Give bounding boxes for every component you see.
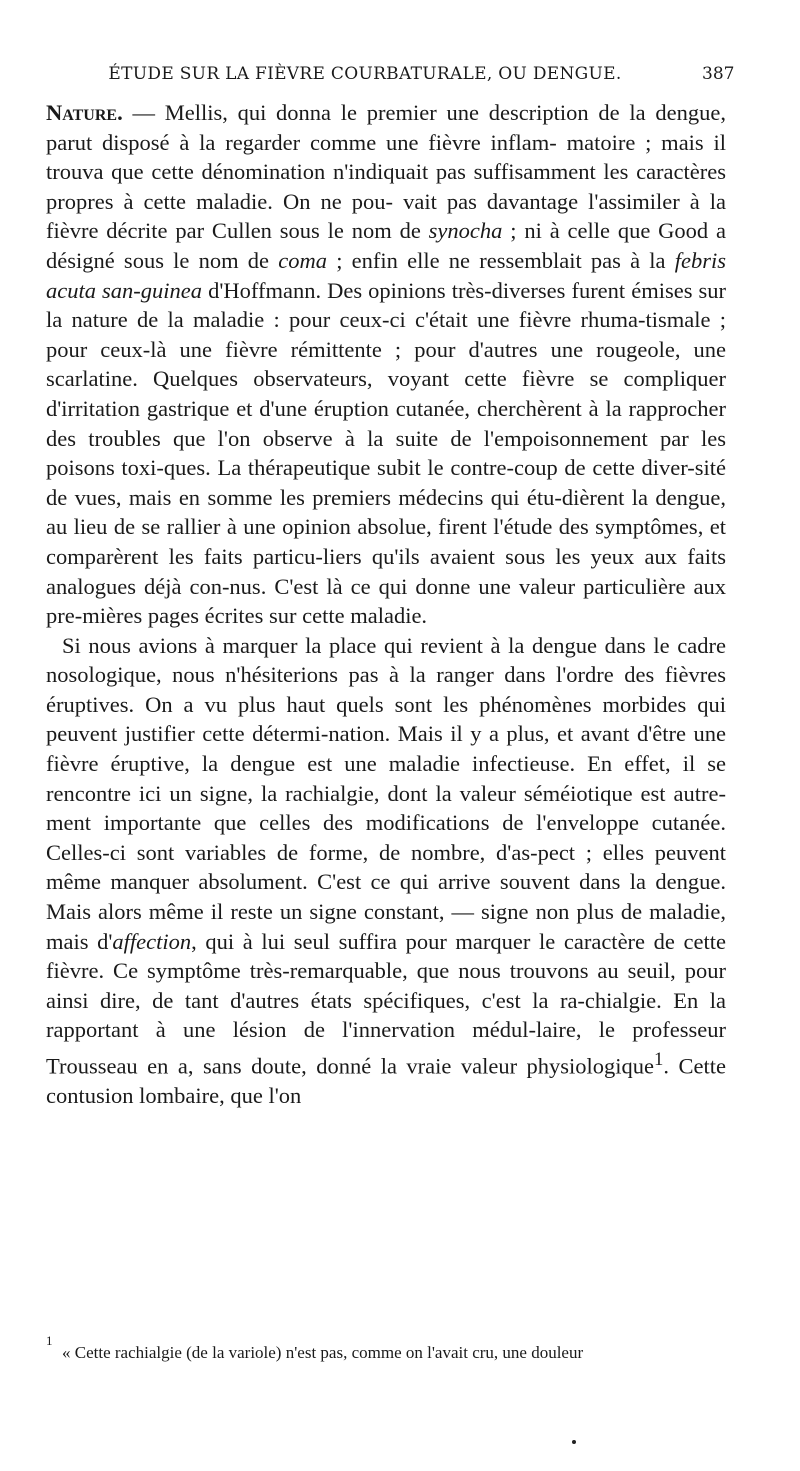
running-header [0, 64, 800, 88]
speck [572, 1440, 576, 1444]
italic-term: coma [278, 247, 327, 273]
page-number: 387 [702, 64, 735, 84]
text-run: vait pas davantage l'assimiler à la fièvre décrite par Cullen sous [46, 188, 726, 244]
italic-term: affection [112, 928, 192, 954]
running-title: ÉTUDE SUR LA FIÈVRE COURBATURALE, OU DENGUE. [108, 64, 622, 84]
footnote-marker: 1 [46, 1333, 53, 1348]
text-run: le nom de [327, 218, 429, 244]
text-run: Si nous avions à marquer la place qui revient à la dengue dans le cadre nosologique, nous n'hésiterions pas à la ranger dans l'ordre des fièvres éruptives. On a vu plus haut quels sont les phénomènes morbides qui peuvent justifier cette détermi-nation. Mais il y a plus, et avant d'être une fièvre éruptive, la dengue est une maladie infectieuse. En effet, il se rencontre ici un signe, la rachialgie, dont la valeur séméiotique est autre-ment importante que celles des modifications de l'enveloppe cutanée. Celles-ci sont variables de forme, de nombre, d'as-pect ; elles peuvent même manquer absolument. C'est ce qui arrive souvent dans la dengue. Mais alors même il reste un signe constant, — signe non plus de maladie, mais d' [46, 632, 726, 954]
text-run: , qui à lui seul suffira pour marquer le caractère de cette fièvre. Ce symptôme très-remarquable, que nous trouvons au seuil, pour ainsi dire, de tant d'autres états spécifiques, c'est la ra-chialgie. En la rapportant à une lésion de l'innervation médul-laire, le professeur Trousseau en a, sans doute, donné la vraie valeur physiologique [46, 928, 726, 1079]
section-lead: Nature. [46, 100, 123, 125]
text-run: matoire ; mais il trouva que cette dénomination n'indiquait pas [46, 129, 726, 185]
text-run: suffisamment les caractères propres à cette maladie. On ne pou- [46, 159, 726, 214]
paragraph-classification [46, 631, 726, 1111]
footnote-text: « Cette rachialgie (de la variole) n'est pas, comme on l'avait cru, une douleur [62, 1343, 584, 1362]
main-text [46, 98, 726, 1111]
text-run: ; enfin elle ne ressemblait pas à la [327, 247, 675, 273]
text-run: d'Hoffmann. Des opinions très-diverses furent émises sur la nature de la maladie : pour ceux-ci c'était une fièvre rhuma-tismale ; pour ceux-là une fièvre rémittente ; pour d'autres une rougeole, une scarlatine. Quelques observateurs, voyant cette fièvre se compliquer d'irritation gastrique et d'une éruption cutanée, cherchèrent à la rapprocher des troubles que l'on observe à la suite de l'empoisonnement par les poisons toxi-ques. La thérapeutique subit le contre-coup de cette diver-sité de vues, mais en somme les premiers médecins qui étu-dièrent la dengue, au lieu de se rallier à une opinion absolue, firent l'étude des symptômes, et comparèrent les faits particu-liers qu'ils avaient sous les yeux aux faits analogues déjà con-nus. C'est là ce qui donne une valeur particulière aux pre-mières pages écrites sur cette maladie. [46, 277, 726, 629]
footnote-reference: 1 [654, 1049, 664, 1070]
text-run: — Mellis, qui donna le premier une description de la [132, 100, 646, 125]
footnote [46, 1333, 726, 1364]
text-run: . Cette contusion lombaire, que l'on [46, 1053, 727, 1109]
italic-term: febris acuta san-guinea [46, 247, 726, 303]
italic-term: synocha [428, 218, 503, 244]
paragraph-nature [46, 98, 726, 631]
text-run: ; ni à celle que Good a désigné sous le nom de [46, 218, 727, 273]
text-run: dengue, parut disposé à la regarder comme une fièvre inflam- [46, 100, 726, 155]
